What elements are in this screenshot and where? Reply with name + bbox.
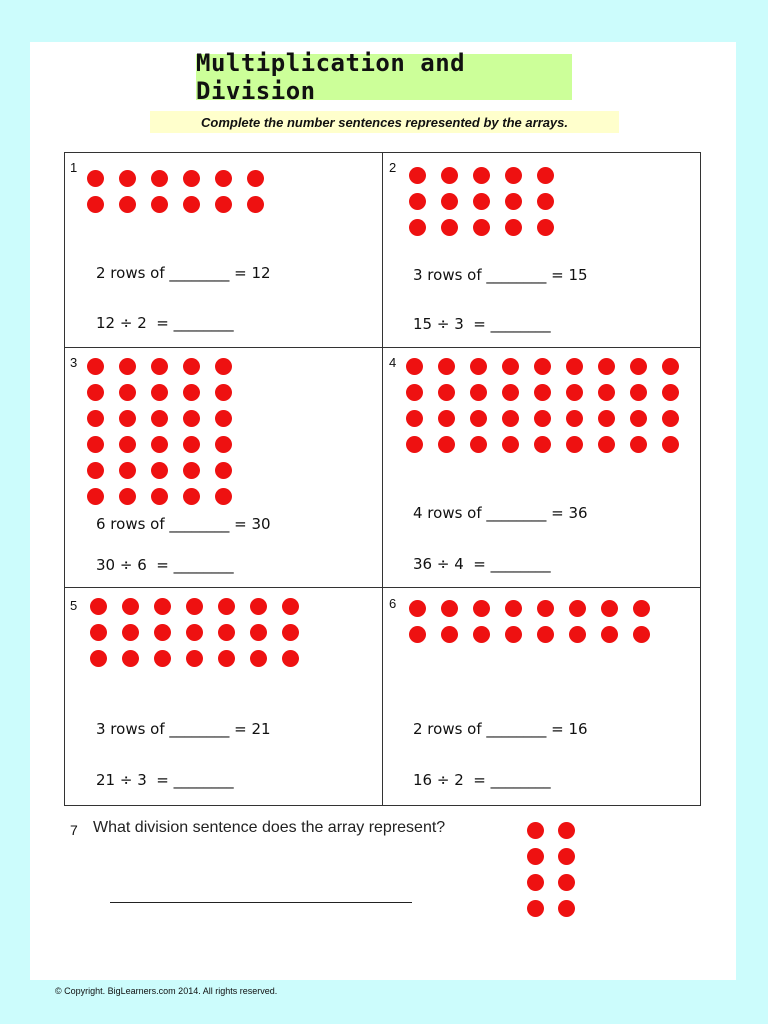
rows-of-sentence: 2 rows of ________ = 16 (413, 720, 588, 738)
question-7-text: What division sentence does the array represent? (93, 819, 446, 836)
division-sentence: 15 ÷ 3 = ________ (413, 315, 551, 333)
array-dot (566, 358, 583, 375)
array-dot (406, 410, 423, 427)
array-dot (537, 193, 554, 210)
instruction-text: Complete the number sentences represented by the arrays. (150, 111, 619, 133)
question-7-number: 7 (70, 822, 78, 838)
array-dot (566, 436, 583, 453)
division-sentence: 12 ÷ 2 = ________ (96, 314, 234, 332)
array-dot (183, 384, 200, 401)
array-dot (502, 384, 519, 401)
rows-of-sentence: 2 rows of ________ = 12 (96, 264, 271, 282)
array-dot (215, 410, 232, 427)
grid-divider-vertical (382, 152, 383, 806)
array-dot (122, 624, 139, 641)
array-dot (154, 624, 171, 641)
array-dot (215, 170, 232, 187)
rows-of-sentence: 3 rows of ________ = 15 (413, 266, 588, 284)
array-dot (119, 462, 136, 479)
array-dot (441, 219, 458, 236)
array-dot (630, 358, 647, 375)
array-dot (151, 196, 168, 213)
array-dot (215, 436, 232, 453)
array-dot (183, 462, 200, 479)
array-dot (250, 650, 267, 667)
array-dot (87, 196, 104, 213)
array-dot (250, 598, 267, 615)
array-dot (87, 410, 104, 427)
array-dot (441, 600, 458, 617)
problem-number: 2 (389, 160, 397, 175)
array-dot (87, 436, 104, 453)
array-dot (409, 167, 426, 184)
array-dot (566, 410, 583, 427)
array-dot (601, 600, 618, 617)
array-dot (183, 358, 200, 375)
array-dot (527, 874, 544, 891)
array-dot (154, 598, 171, 615)
array-dot (409, 600, 426, 617)
array-dot (409, 193, 426, 210)
array-dot (527, 822, 544, 839)
array-dot (633, 626, 650, 643)
array-dot (250, 624, 267, 641)
array-dot (154, 650, 171, 667)
array-dot (630, 436, 647, 453)
array-dot (151, 410, 168, 427)
array-dot (505, 626, 522, 643)
array-dot (406, 436, 423, 453)
array-dot (151, 436, 168, 453)
array-dot (215, 488, 232, 505)
array-dot (438, 384, 455, 401)
array-dot (186, 650, 203, 667)
array-dot (122, 598, 139, 615)
array-dot (87, 488, 104, 505)
array-dot (90, 598, 107, 615)
array-dot (183, 488, 200, 505)
array-dot (527, 848, 544, 865)
array-dot (662, 384, 679, 401)
array-dot (601, 626, 618, 643)
array-dot (218, 650, 235, 667)
array-dot (409, 219, 426, 236)
array-dot (247, 196, 264, 213)
array-dot (183, 196, 200, 213)
array-dot (558, 874, 575, 891)
array-dot (505, 193, 522, 210)
array-dot (534, 384, 551, 401)
array-dot (473, 626, 490, 643)
array-dot (502, 358, 519, 375)
array-dot (537, 626, 554, 643)
array-dot (215, 462, 232, 479)
array-dot (215, 196, 232, 213)
rows-of-sentence: 4 rows of ________ = 36 (413, 504, 588, 522)
array-dot (409, 626, 426, 643)
array-dot (218, 598, 235, 615)
array-dot (122, 650, 139, 667)
array-dot (406, 384, 423, 401)
answer-line[interactable] (110, 902, 412, 903)
array-dot (438, 358, 455, 375)
division-sentence: 21 ÷ 3 = ________ (96, 771, 234, 789)
array-dot (598, 410, 615, 427)
array-dot (119, 196, 136, 213)
array-dot (215, 358, 232, 375)
array-dot (119, 384, 136, 401)
array-dot (534, 410, 551, 427)
problem-number: 4 (389, 355, 397, 370)
problem-number: 1 (70, 160, 78, 175)
rows-of-sentence: 3 rows of ________ = 21 (96, 720, 271, 738)
array-dot (90, 624, 107, 641)
array-dot (502, 436, 519, 453)
array-dot (473, 219, 490, 236)
array-dot (598, 436, 615, 453)
grid-divider-row-2 (64, 587, 701, 588)
array-dot (151, 384, 168, 401)
array-dot (282, 598, 299, 615)
array-dot (186, 598, 203, 615)
array-dot (505, 219, 522, 236)
array-dot (558, 900, 575, 917)
array-dot (537, 167, 554, 184)
array-dot (441, 167, 458, 184)
problem-number: 5 (70, 598, 78, 613)
worksheet-title: Multiplication and Division (196, 54, 572, 100)
array-dot (473, 167, 490, 184)
array-dot (566, 384, 583, 401)
copyright-notice: © Copyright. BigLearners.com 2014. All rights reserved. (55, 986, 278, 996)
array-dot (151, 358, 168, 375)
division-sentence: 30 ÷ 6 = ________ (96, 556, 234, 574)
array-dot (247, 170, 264, 187)
array-dot (90, 650, 107, 667)
array-dot (119, 170, 136, 187)
rows-of-sentence: 6 rows of ________ = 30 (96, 515, 271, 533)
division-sentence: 36 ÷ 4 = ________ (413, 555, 551, 573)
array-dot (119, 358, 136, 375)
problem-number: 6 (389, 596, 397, 611)
array-dot (119, 410, 136, 427)
array-dot (470, 410, 487, 427)
array-dot (215, 384, 232, 401)
array-dot (151, 170, 168, 187)
array-dot (537, 219, 554, 236)
array-dot (87, 170, 104, 187)
array-dot (473, 193, 490, 210)
array-dot (662, 436, 679, 453)
array-dot (633, 600, 650, 617)
array-dot (87, 384, 104, 401)
array-dot (151, 462, 168, 479)
array-dot (87, 358, 104, 375)
problem-number: 3 (70, 355, 78, 370)
array-dot (598, 384, 615, 401)
array-dot (183, 436, 200, 453)
array-dot (151, 488, 168, 505)
array-dot (438, 436, 455, 453)
array-dot (558, 848, 575, 865)
array-dot (534, 358, 551, 375)
array-dot (186, 624, 203, 641)
array-dot (119, 436, 136, 453)
array-dot (505, 167, 522, 184)
grid-divider-row-1 (64, 347, 701, 348)
array-dot (441, 193, 458, 210)
array-dot (569, 600, 586, 617)
array-dot (218, 624, 235, 641)
division-sentence: 16 ÷ 2 = ________ (413, 771, 551, 789)
array-dot (537, 600, 554, 617)
array-dot (630, 384, 647, 401)
array-dot (473, 600, 490, 617)
array-dot (438, 410, 455, 427)
array-dot (569, 626, 586, 643)
array-dot (470, 358, 487, 375)
array-dot (282, 624, 299, 641)
array-dot (505, 600, 522, 617)
array-dot (441, 626, 458, 643)
array-dot (470, 384, 487, 401)
array-dot (662, 358, 679, 375)
array-dot (406, 358, 423, 375)
array-dot (527, 900, 544, 917)
array-dot (183, 410, 200, 427)
array-dot (598, 358, 615, 375)
array-dot (470, 436, 487, 453)
array-dot (662, 410, 679, 427)
array-dot (502, 410, 519, 427)
array-dot (183, 170, 200, 187)
array-dot (282, 650, 299, 667)
array-dot (534, 436, 551, 453)
array-dot (119, 488, 136, 505)
array-dot (630, 410, 647, 427)
array-dot (558, 822, 575, 839)
array-dot (87, 462, 104, 479)
